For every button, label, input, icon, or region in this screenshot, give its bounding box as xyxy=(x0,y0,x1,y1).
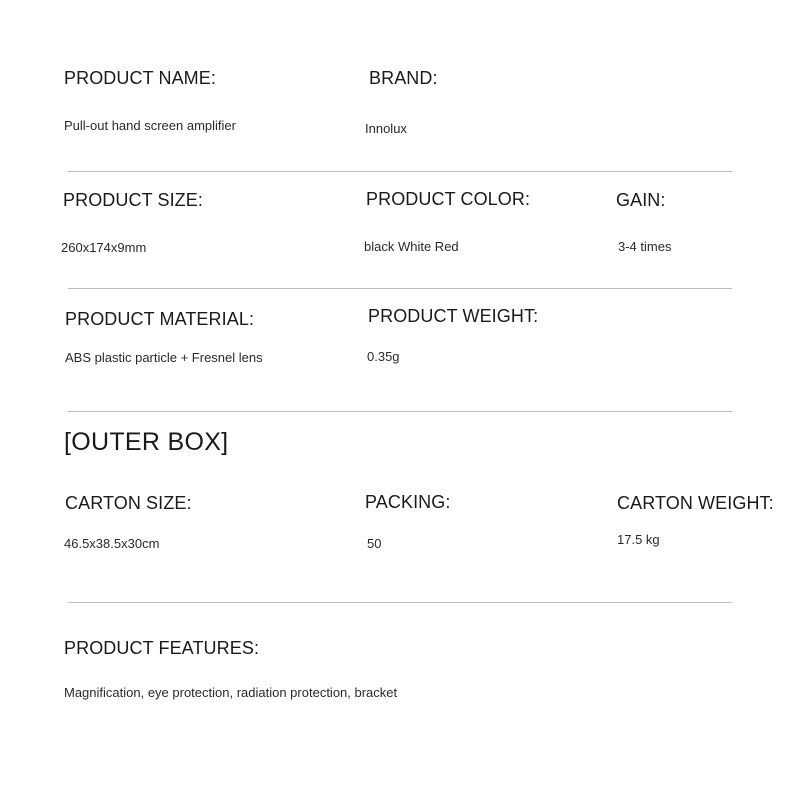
divider-4 xyxy=(68,602,732,603)
divider-1 xyxy=(68,171,732,172)
gain-label: GAIN: xyxy=(616,190,666,210)
carton-weight-value: 17.5 kg xyxy=(617,532,660,547)
outer-box-heading: [OUTER BOX] xyxy=(64,428,229,456)
product-size-label: PRODUCT SIZE: xyxy=(63,190,203,210)
product-weight-value: 0.35g xyxy=(367,349,400,364)
product-weight-label: PRODUCT WEIGHT: xyxy=(368,306,539,326)
product-color-value: black White Red xyxy=(364,239,459,254)
product-name-label: PRODUCT NAME: xyxy=(64,68,216,88)
packing-label: PACKING: xyxy=(365,492,451,512)
product-features-value: Magnification, eye protection, radiation protection, bracket xyxy=(64,685,398,700)
carton-size-value: 46.5x38.5x30cm xyxy=(64,536,160,551)
brand-label: BRAND: xyxy=(369,68,438,88)
brand-value: Innolux xyxy=(365,121,407,136)
divider-3 xyxy=(68,411,732,412)
divider-2 xyxy=(68,288,732,289)
product-features-label: PRODUCT FEATURES: xyxy=(64,638,260,658)
product-material-value: ABS plastic particle + Fresnel lens xyxy=(65,350,263,365)
product-size-value: 260x174x9mm xyxy=(61,240,147,255)
packing-value: 50 xyxy=(367,536,382,551)
carton-weight-label: CARTON WEIGHT: xyxy=(617,493,774,513)
carton-size-label: CARTON SIZE: xyxy=(65,493,192,513)
gain-value: 3-4 times xyxy=(618,239,672,254)
product-name-value: Pull-out hand screen amplifier xyxy=(64,118,236,133)
product-material-label: PRODUCT MATERIAL: xyxy=(65,309,255,329)
product-color-label: PRODUCT COLOR: xyxy=(366,189,531,209)
